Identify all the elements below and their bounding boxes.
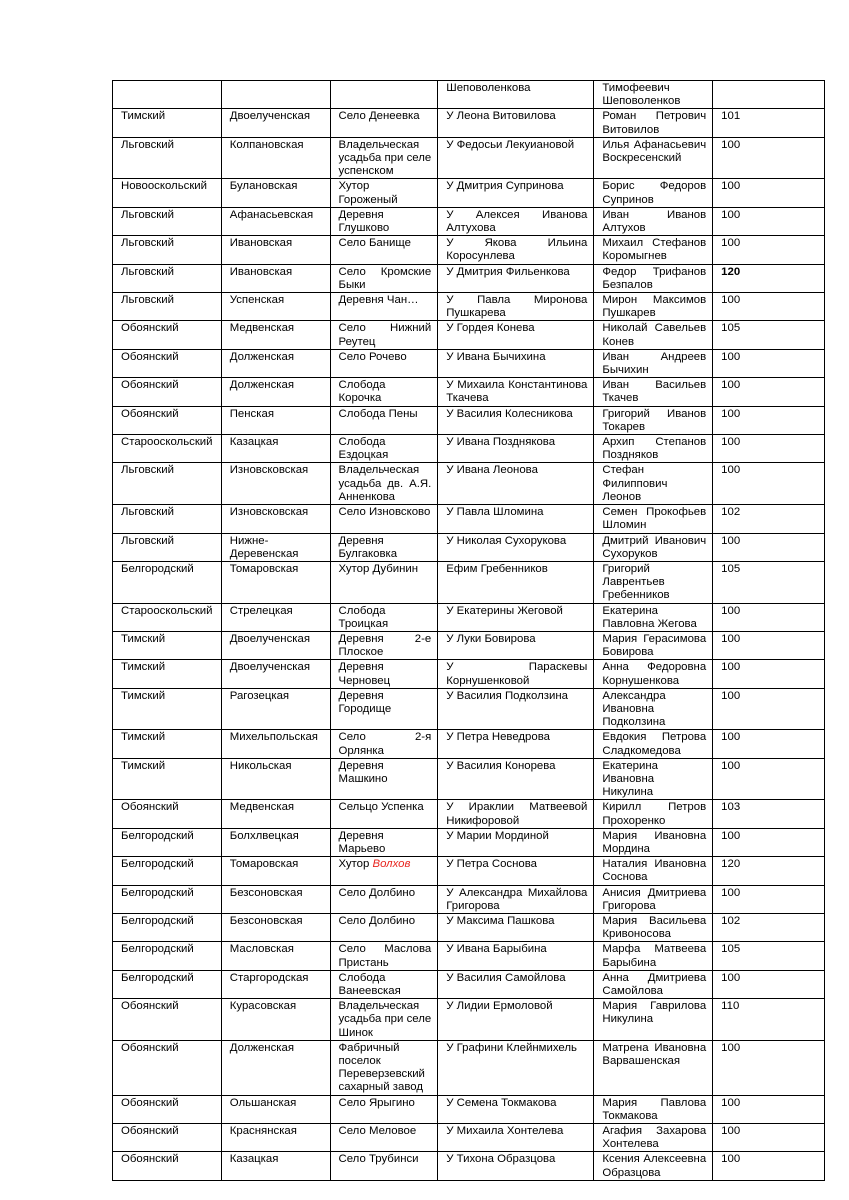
district-cell: Старооскольский xyxy=(113,435,222,463)
owner-cell: У Семена Токмакова xyxy=(438,1095,594,1123)
district-cell: Льговский xyxy=(113,264,222,292)
person-name-cell: Илья Афанасьевич Воскресенский xyxy=(594,137,713,179)
district-cell: Обоянский xyxy=(113,1095,222,1123)
district-cell: Белгородский xyxy=(113,561,222,603)
settlement-cell: Хутор Гороженый xyxy=(330,179,438,207)
owner-cell: У Ивана Леонова xyxy=(438,463,594,505)
table-row xyxy=(113,137,825,179)
age-cell: 100 xyxy=(713,406,825,434)
age-cell: 100 xyxy=(713,1095,825,1123)
table-row xyxy=(113,293,825,321)
district-cell: Обоянский xyxy=(113,321,222,349)
district-cell: Льговский xyxy=(113,236,222,264)
volost-cell: Двоелученская xyxy=(221,109,330,137)
volost-cell: Долженская xyxy=(221,349,330,377)
owner-cell: У Ивана Барыбина xyxy=(438,942,594,970)
age-cell: 102 xyxy=(713,913,825,941)
volost-cell: Медвенская xyxy=(221,321,330,349)
settlement-text: Хутор xyxy=(338,858,370,871)
person-name-cell: Дмитрий Иванович Сухоруков xyxy=(594,533,713,561)
person-name-cell: Григорий Иванов Токарев xyxy=(594,406,713,434)
volost-cell: Томаровская xyxy=(221,857,330,885)
table-row xyxy=(113,857,825,885)
owner-cell: У Луки Бовирова xyxy=(438,631,594,659)
person-name-cell: Агафия Захарова Хонтелева xyxy=(594,1124,713,1152)
settlement-cell xyxy=(330,857,438,885)
table-row xyxy=(113,603,825,631)
owner-cell: У Алексея Иванова Алтухова xyxy=(438,207,594,235)
volost-cell: Нижне-Деревенская xyxy=(221,533,330,561)
volost-cell: Медвенская xyxy=(221,800,330,828)
settlement-cell: Деревня 2-е Плоское xyxy=(330,631,438,659)
age-cell: 100 xyxy=(713,137,825,179)
age-cell: 100 xyxy=(713,730,825,758)
district-cell: Тимский xyxy=(113,688,222,730)
district-cell: Тимский xyxy=(113,660,222,688)
table-row xyxy=(113,435,825,463)
table-row xyxy=(113,1152,825,1180)
person-name-cell: Анисия Дмитриева Григорова xyxy=(594,885,713,913)
owner-cell: У Михаила Хонтелева xyxy=(438,1124,594,1152)
volost-cell: Колпановская xyxy=(221,137,330,179)
volost-cell: Ольшанская xyxy=(221,1095,330,1123)
age-cell: 100 xyxy=(713,435,825,463)
owner-cell: У Тихона Образцова xyxy=(438,1152,594,1180)
settlement-highlight-text: Волхов xyxy=(372,858,411,871)
owner-cell: У Павла Миронова Пушкарева xyxy=(438,293,594,321)
owner-cell: У Дмитрия Фильенкова xyxy=(438,264,594,292)
age-cell: 100 xyxy=(713,236,825,264)
volost-cell: Краснянская xyxy=(221,1124,330,1152)
owner-cell: У Лидии Ермоловой xyxy=(438,999,594,1041)
person-name-cell: Матрена Ивановна Варвашенская xyxy=(594,1040,713,1095)
district-cell: Обоянский xyxy=(113,999,222,1041)
district-cell: Льговский xyxy=(113,505,222,533)
settlement-cell: Деревня Черновец xyxy=(330,660,438,688)
district-cell: Обоянский xyxy=(113,378,222,406)
district-cell: Обоянский xyxy=(113,406,222,434)
owner-cell: У Ивана Бычихина xyxy=(438,349,594,377)
person-name-cell: Мария Васильева Кривоносова xyxy=(594,913,713,941)
district-cell: Белгородский xyxy=(113,857,222,885)
age-cell: 100 xyxy=(713,828,825,856)
person-name-cell: Анна Дмитриева Самойлова xyxy=(594,970,713,998)
person-name-cell: Иван Иванов Алтухов xyxy=(594,207,713,235)
owner-cell: У Павла Шломина xyxy=(438,505,594,533)
settlement-cell: Село Трубинси xyxy=(330,1152,438,1180)
volost-cell: Изновсковская xyxy=(221,505,330,533)
district-cell: Обоянский xyxy=(113,1152,222,1180)
person-name-cell: Екатерина Павловна Жегова xyxy=(594,603,713,631)
table-row xyxy=(113,885,825,913)
person-name-cell: Борис Федоров Супринов xyxy=(594,179,713,207)
person-name-cell: Мария Гаврилова Никулина xyxy=(594,999,713,1041)
volost-cell: Масловская xyxy=(221,942,330,970)
person-name-cell: Ксения Алексеевна Образцова xyxy=(594,1152,713,1180)
age-cell: 100 xyxy=(713,631,825,659)
age-cell: 100 xyxy=(713,1040,825,1095)
table-row xyxy=(113,1124,825,1152)
volost-cell: Никольская xyxy=(221,758,330,800)
age-cell: 100 xyxy=(713,970,825,998)
table-row xyxy=(113,264,825,292)
volost-cell xyxy=(221,81,330,109)
age-cell: 110 xyxy=(713,999,825,1041)
age-cell: 120 xyxy=(713,857,825,885)
settlement-cell: Село Маслова Пристань xyxy=(330,942,438,970)
settlement-cell: Деревня Машкино xyxy=(330,758,438,800)
person-name-cell: Александра Ивановна Подколзина xyxy=(594,688,713,730)
table-row xyxy=(113,463,825,505)
age-cell: 100 xyxy=(713,349,825,377)
age-cell: 100 xyxy=(713,1152,825,1180)
person-name-cell: Николай Савельев Конев xyxy=(594,321,713,349)
table-row xyxy=(113,828,825,856)
person-name-cell: Архип Степанов Поздняков xyxy=(594,435,713,463)
table-row xyxy=(113,660,825,688)
district-cell: Белгородский xyxy=(113,970,222,998)
centenarians-table xyxy=(112,80,825,1181)
settlement-cell: Сельцо Успенка xyxy=(330,800,438,828)
settlement-cell: Деревня Глушково xyxy=(330,207,438,235)
owner-cell: У Василия Конорева xyxy=(438,758,594,800)
owner-cell: У Екатерины Жеговой xyxy=(438,603,594,631)
age-cell: 105 xyxy=(713,561,825,603)
district-cell xyxy=(113,81,222,109)
settlement-cell: Село 2-я Орлянка xyxy=(330,730,438,758)
age-cell: 100 xyxy=(713,207,825,235)
table-row xyxy=(113,758,825,800)
settlement-cell: Слобода Троицкая xyxy=(330,603,438,631)
owner-cell: У Василия Колесникова xyxy=(438,406,594,434)
table-row xyxy=(113,942,825,970)
table-row xyxy=(113,179,825,207)
table-row xyxy=(113,236,825,264)
person-name-cell: Мирон Максимов Пушкарев xyxy=(594,293,713,321)
owner-cell: Шеповоленкова xyxy=(438,81,594,109)
district-cell: Белгородский xyxy=(113,913,222,941)
person-name-cell: Федор Трифанов Безпалов xyxy=(594,264,713,292)
volost-cell: Изновсковская xyxy=(221,463,330,505)
district-cell: Льговский xyxy=(113,293,222,321)
volost-cell: Долженская xyxy=(221,1040,330,1095)
settlement-cell: Слобода Корочка xyxy=(330,378,438,406)
age-cell: 102 xyxy=(713,505,825,533)
district-cell: Льговский xyxy=(113,137,222,179)
owner-cell: У Федосьи Лекуиановой xyxy=(438,137,594,179)
owner-cell: У Ираклии Матвеевой Никифоровой xyxy=(438,800,594,828)
settlement-cell: Село Ярыгино xyxy=(330,1095,438,1123)
table-row xyxy=(113,349,825,377)
district-cell: Белгородский xyxy=(113,942,222,970)
person-name-cell: Кирилл Петров Прохоренко xyxy=(594,800,713,828)
age-cell: 100 xyxy=(713,463,825,505)
district-cell: Обоянский xyxy=(113,1124,222,1152)
volost-cell: Старгородская xyxy=(221,970,330,998)
settlement-cell: Владельческая усадьба дв. А.Я. Анненкова xyxy=(330,463,438,505)
volost-cell: Ивановская xyxy=(221,236,330,264)
district-cell: Льговский xyxy=(113,463,222,505)
volost-cell: Казацкая xyxy=(221,1152,330,1180)
settlement-cell: Село Долбино xyxy=(330,913,438,941)
person-name-cell: Екатерина Ивановна Никулина xyxy=(594,758,713,800)
table-row xyxy=(113,1040,825,1095)
owner-cell: У Дмитрия Суприновa xyxy=(438,179,594,207)
district-cell: Обоянский xyxy=(113,800,222,828)
volost-cell: Безсоновская xyxy=(221,885,330,913)
district-cell: Обоянский xyxy=(113,1040,222,1095)
age-cell: 100 xyxy=(713,688,825,730)
volost-cell: Томаровская xyxy=(221,561,330,603)
owner-cell: Ефим Гребенников xyxy=(438,561,594,603)
age-cell: 100 xyxy=(713,378,825,406)
settlement-cell: Хутор Дубинин xyxy=(330,561,438,603)
settlement-cell: Село Банище xyxy=(330,236,438,264)
owner-cell: У Василия Подколзина xyxy=(438,688,594,730)
table-row xyxy=(113,970,825,998)
settlement-cell: Село Кромские Быки xyxy=(330,264,438,292)
age-cell: 100 xyxy=(713,293,825,321)
volost-cell: Булановская xyxy=(221,179,330,207)
owner-cell: У Василия Самойлова xyxy=(438,970,594,998)
district-cell: Тимский xyxy=(113,730,222,758)
table-row xyxy=(113,81,825,109)
age-cell: 100 xyxy=(713,885,825,913)
district-cell: Тимский xyxy=(113,109,222,137)
settlement-cell: Деревня Марьево xyxy=(330,828,438,856)
age-cell: 105 xyxy=(713,321,825,349)
table-row xyxy=(113,406,825,434)
settlement-cell xyxy=(330,81,438,109)
table-row xyxy=(113,730,825,758)
owner-cell: У Марии Мординой xyxy=(438,828,594,856)
table-row xyxy=(113,999,825,1041)
district-cell: Льговский xyxy=(113,533,222,561)
person-name-cell: Евдокия Петрова Сладкомедова xyxy=(594,730,713,758)
person-name-cell: Мария Ивановна Мордина xyxy=(594,828,713,856)
settlement-cell: Деревня Чан… xyxy=(330,293,438,321)
person-name-cell: Мария Павлова Токмакова xyxy=(594,1095,713,1123)
volost-cell: Двоелученская xyxy=(221,660,330,688)
owner-cell: У Параскевы Корнушенковой xyxy=(438,660,594,688)
person-name-cell: Тимофеевич Шеповоленков xyxy=(594,81,713,109)
person-name-cell: Мария Герасимова Бовирова xyxy=(594,631,713,659)
person-name-cell: Анна Федоровна Корнушенкова xyxy=(594,660,713,688)
volost-cell: Курасовская xyxy=(221,999,330,1041)
volost-cell: Михельпольская xyxy=(221,730,330,758)
age-cell: 100 xyxy=(713,1124,825,1152)
owner-cell: У Михаила Константинова Ткачева xyxy=(438,378,594,406)
owner-cell: У Максима Пашкова xyxy=(438,913,594,941)
owner-cell: У Графини Клейнмихель xyxy=(438,1040,594,1095)
settlement-cell: Деревня Городище xyxy=(330,688,438,730)
person-name-cell: Иван Андреев Бычихин xyxy=(594,349,713,377)
table-row xyxy=(113,913,825,941)
table-row xyxy=(113,533,825,561)
district-cell: Тимский xyxy=(113,758,222,800)
person-name-cell: Семен Прокофьев Шломин xyxy=(594,505,713,533)
table-row xyxy=(113,505,825,533)
volost-cell: Долженская xyxy=(221,378,330,406)
age-cell xyxy=(713,264,825,292)
table-row xyxy=(113,207,825,235)
settlement-cell: Село Долбино xyxy=(330,885,438,913)
table-row xyxy=(113,561,825,603)
district-cell: Белгородский xyxy=(113,828,222,856)
owner-cell: У Александра Михайлова Григорова xyxy=(438,885,594,913)
settlement-cell: Село Рочево xyxy=(330,349,438,377)
district-cell: Старооскольский xyxy=(113,603,222,631)
settlement-cell: Владельческая усадьба при селе успенском xyxy=(330,137,438,179)
owner-cell: У Леона Витовилова xyxy=(438,109,594,137)
age-cell: 100 xyxy=(713,533,825,561)
volost-cell: Казацкая xyxy=(221,435,330,463)
owner-cell: У Якова Ильина Коросунлева xyxy=(438,236,594,264)
age-cell xyxy=(713,81,825,109)
table-row xyxy=(113,688,825,730)
volost-cell: Ивановская xyxy=(221,264,330,292)
owner-cell: У Гордея Конева xyxy=(438,321,594,349)
age-cell: 100 xyxy=(713,758,825,800)
table-body xyxy=(113,81,825,1181)
table-row xyxy=(113,1095,825,1123)
district-cell: Новооскольский xyxy=(113,179,222,207)
table-row xyxy=(113,631,825,659)
age-cell: 101 xyxy=(713,109,825,137)
owner-cell: У Петра Неведрова xyxy=(438,730,594,758)
person-name-cell: Иван Васильев Ткачев xyxy=(594,378,713,406)
district-cell: Белгородский xyxy=(113,885,222,913)
person-name-cell: Роман Петрович Витовилов xyxy=(594,109,713,137)
district-cell: Обоянский xyxy=(113,349,222,377)
table-row xyxy=(113,109,825,137)
settlement-cell: Фабричный поселок Переверзевский сахарный завод xyxy=(330,1040,438,1095)
settlement-cell: Слобода Пены xyxy=(330,406,438,434)
settlement-cell: Слобода Ванеевская xyxy=(330,970,438,998)
person-name-cell: Михаил Стефанов Коромыгнев xyxy=(594,236,713,264)
person-name-cell: Стефан Филиппович Леонов xyxy=(594,463,713,505)
volost-cell: Безсоновская xyxy=(221,913,330,941)
volost-cell: Болхлвецкая xyxy=(221,828,330,856)
table-row xyxy=(113,378,825,406)
owner-cell: У Николая Сухорукова xyxy=(438,533,594,561)
age-cell: 103 xyxy=(713,800,825,828)
volost-cell: Успенская xyxy=(221,293,330,321)
settlement-cell: Село Денеевка xyxy=(330,109,438,137)
settlement-cell: Владельческая усадьба при селе Шинок xyxy=(330,999,438,1041)
age-cell: 100 xyxy=(713,179,825,207)
volost-cell: Афанасьевская xyxy=(221,207,330,235)
district-cell: Тимский xyxy=(113,631,222,659)
age-cell: 105 xyxy=(713,942,825,970)
volost-cell: Рагозецкая xyxy=(221,688,330,730)
age-cell: 100 xyxy=(713,603,825,631)
table-row xyxy=(113,321,825,349)
person-name-cell: Григорий Лаврентьев Гребенников xyxy=(594,561,713,603)
volost-cell: Пенская xyxy=(221,406,330,434)
volost-cell: Стрелецкая xyxy=(221,603,330,631)
owner-cell: У Ивана Позднякова xyxy=(438,435,594,463)
age-value-bold: 120 xyxy=(721,265,741,278)
settlement-cell: Село Меловое xyxy=(330,1124,438,1152)
age-cell: 100 xyxy=(713,660,825,688)
settlement-cell: Село Нижний Реутец xyxy=(330,321,438,349)
table-row xyxy=(113,800,825,828)
settlement-cell: Деревня Булгаковка xyxy=(330,533,438,561)
owner-cell: У Петра Соснова xyxy=(438,857,594,885)
district-cell: Льговский xyxy=(113,207,222,235)
volost-cell: Двоелученская xyxy=(221,631,330,659)
person-name-cell: Марфа Матвеева Барыбина xyxy=(594,942,713,970)
person-name-cell: Наталия Ивановна Соснова xyxy=(594,857,713,885)
settlement-cell: Село Изновсково xyxy=(330,505,438,533)
settlement-cell: Слобода Ездоцкая xyxy=(330,435,438,463)
